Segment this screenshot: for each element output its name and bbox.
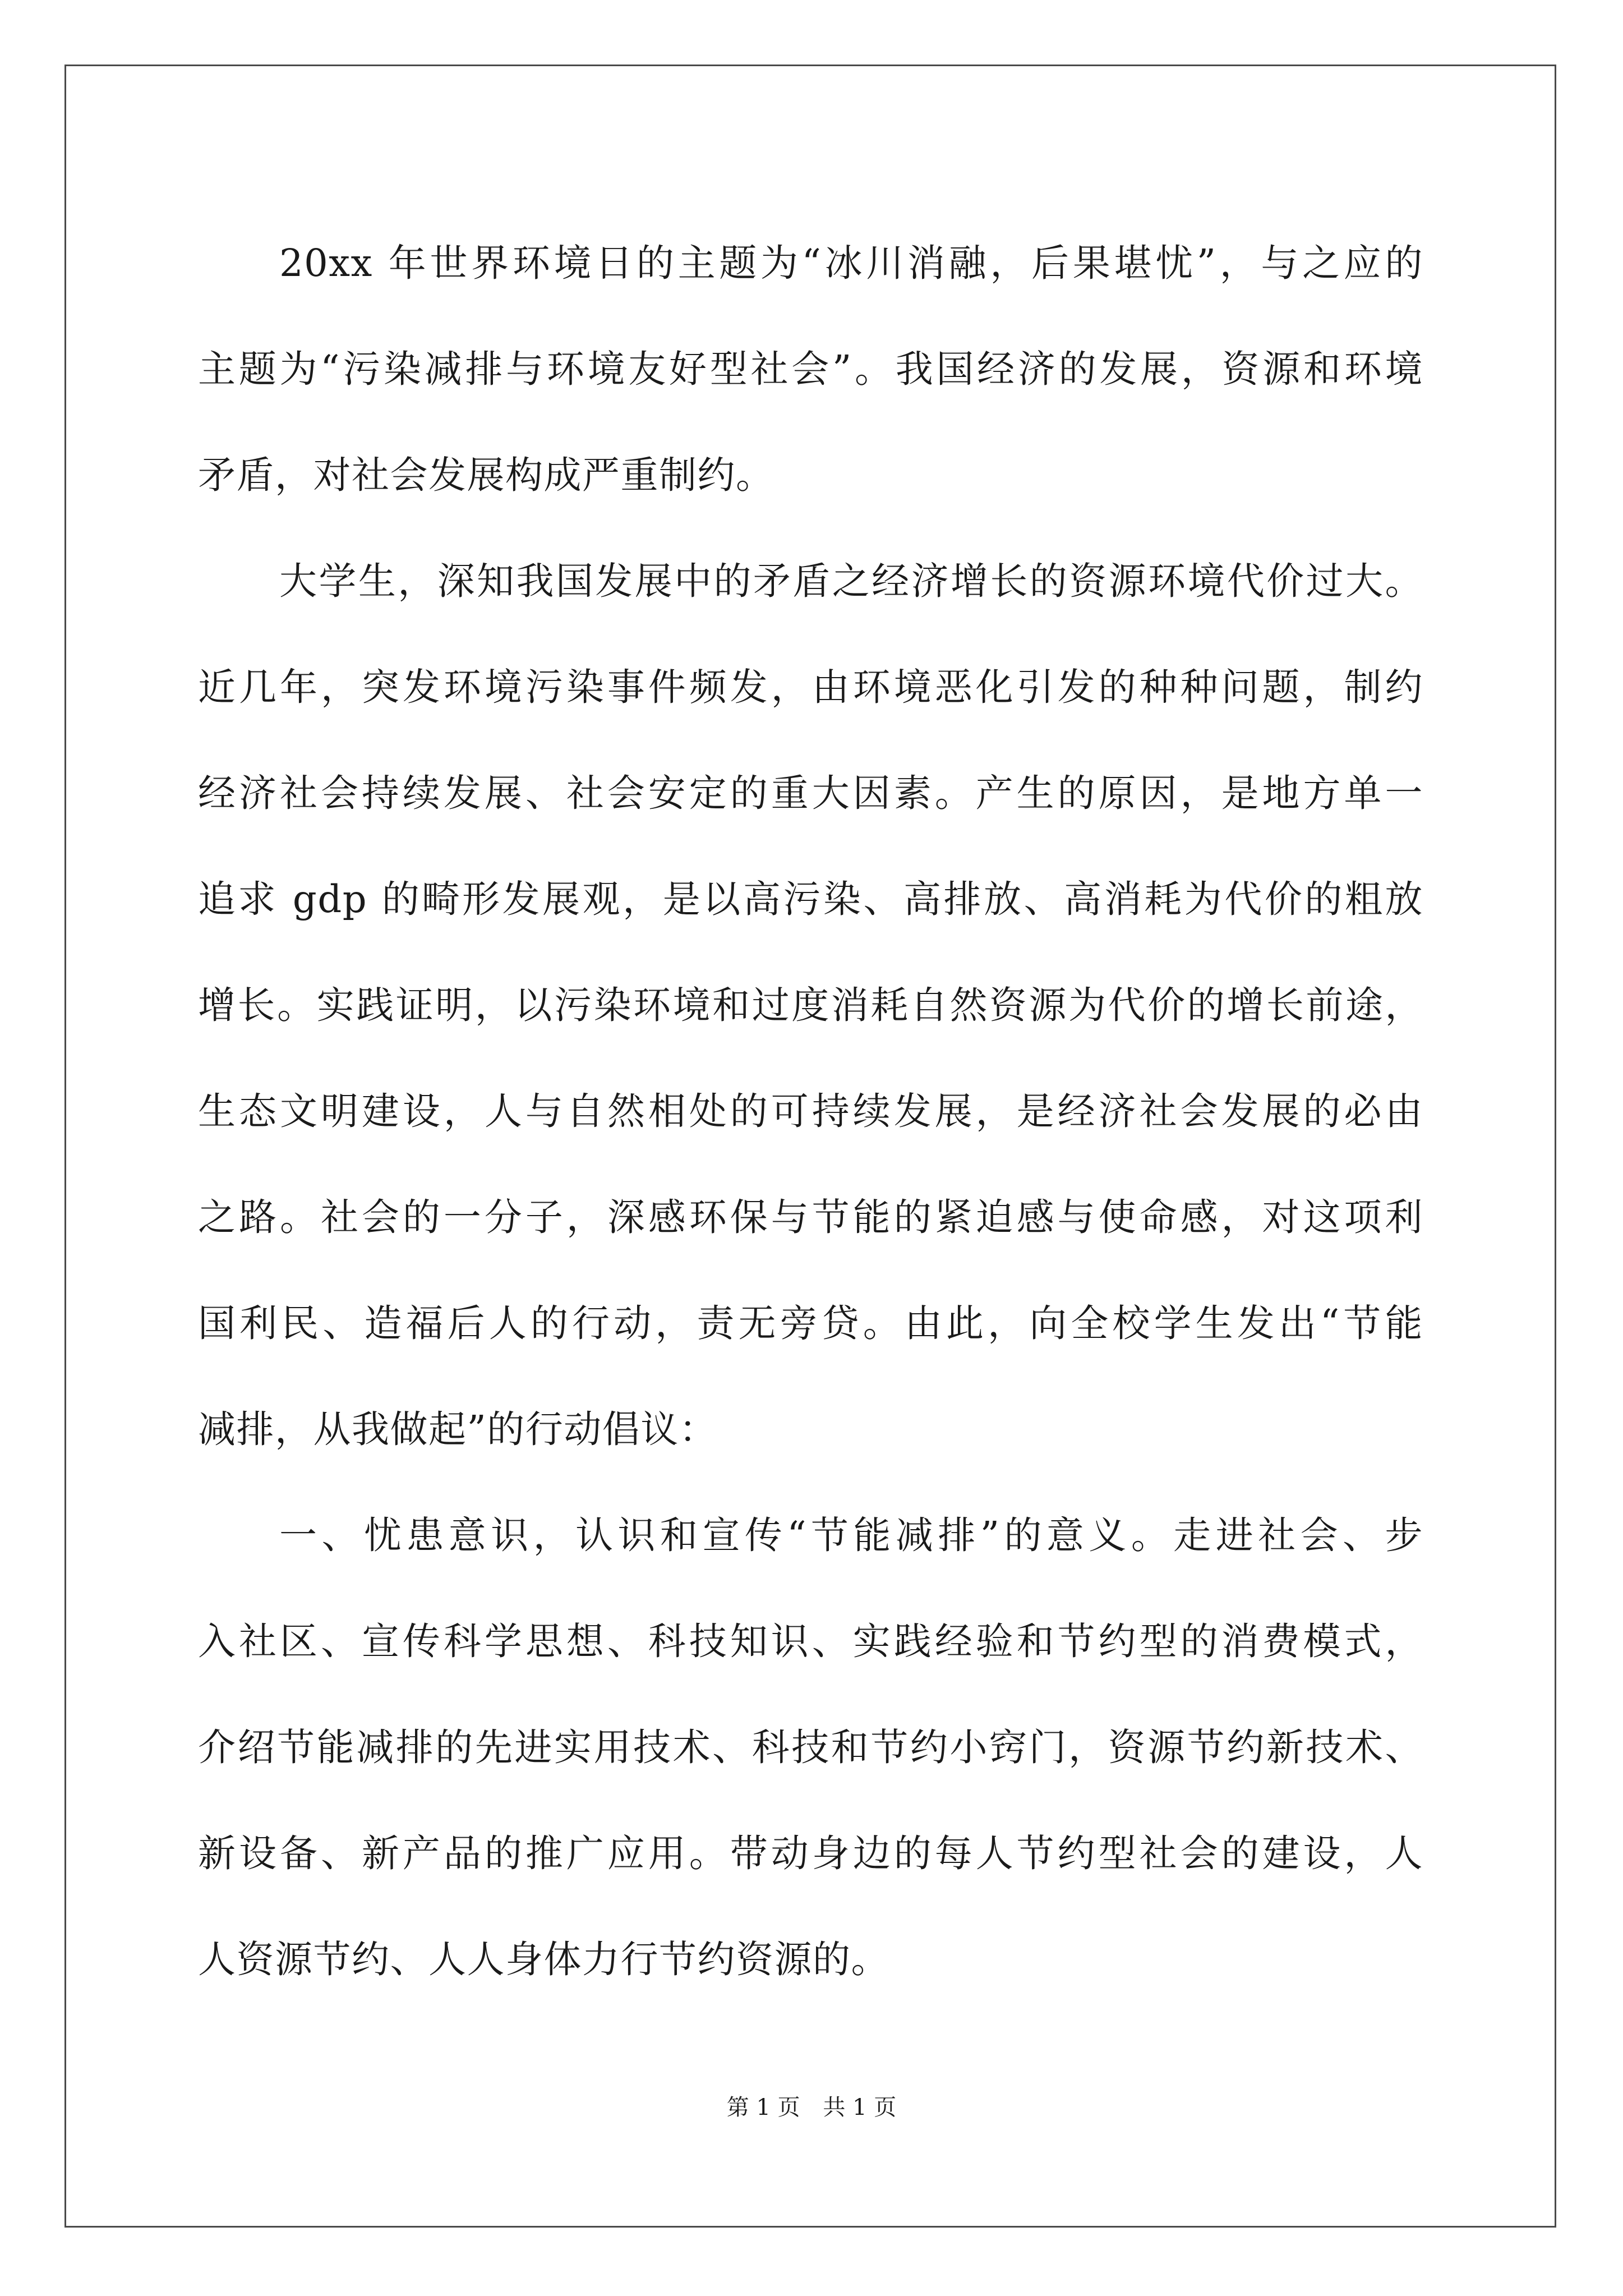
paragraph-2-line-2: 近几年，突发环境污染事件频发，由环境恶化引发的种种问题，制约 [198, 665, 1423, 709]
paragraph-2-line-8: 国利民、造福后人的行动，责无旁贷。由此，向全校学生发出“节能 [198, 1301, 1423, 1345]
paragraph-3-line-5: 人资源节约、人人身体力行节约资源的。 [198, 1938, 889, 1981]
paragraph-3-line-2: 入社区、宣传科学思想、科技知识、实践经验和节约型的消费模式， [198, 1619, 1423, 1663]
page-number-total: 共 1 页 [823, 2095, 897, 2120]
paragraph-2-line-3: 经济社会持续发展、社会安定的重大因素。产生的原因，是地方单一 [198, 771, 1423, 815]
paragraph-2-line-4: 追求 gdp 的畸形发展观，是以高污染、高排放、高消耗为代价的粗放 [198, 877, 1423, 921]
paragraph-1-line-3: 矛盾，对社会发展构成严重制约。 [198, 453, 774, 497]
paragraph-3-line-1: 一、忧患意识，认识和宣传“节能减排”的意义。走进社会、步 [279, 1513, 1423, 1557]
paragraph-2-line-6: 生态文明建设，人与自然相处的可持续发展，是经济社会发展的必由 [198, 1089, 1423, 1133]
paragraph-1-line-1: 20xx 年世界环境日的主题为“冰川消融，后果堪忧”，与之应的 [279, 241, 1423, 285]
paragraph-2-line-1: 大学生，深知我国发展中的矛盾之经济增长的资源环境代价过大。 [279, 559, 1423, 603]
paragraph-2-line-9: 减排，从我做起”的行动倡议： [198, 1407, 718, 1451]
page-number-current: 第 1 页 [726, 2095, 800, 2120]
paragraph-3-line-3: 介绍节能减排的先进实用技术、科技和节约小窍门，资源节约新技术、 [198, 1726, 1423, 1769]
paragraph-3-line-4: 新设备、新产品的推广应用。带动身边的每人节约型社会的建设，人 [198, 1832, 1423, 1875]
paragraph-2-line-7: 之路。社会的一分子，深感环保与节能的紧迫感与使命感，对这项利 [198, 1195, 1423, 1239]
page-footer [0, 2090, 1623, 2122]
document-body [198, 210, 1423, 2013]
paragraph-1-line-2: 主题为“污染减排与环境友好型社会”。我国经济的发展，资源和环境 [198, 347, 1423, 391]
paragraph-2-line-5: 增长。实践证明，以污染环境和过度消耗自然资源为代价的增长前途， [198, 983, 1423, 1027]
